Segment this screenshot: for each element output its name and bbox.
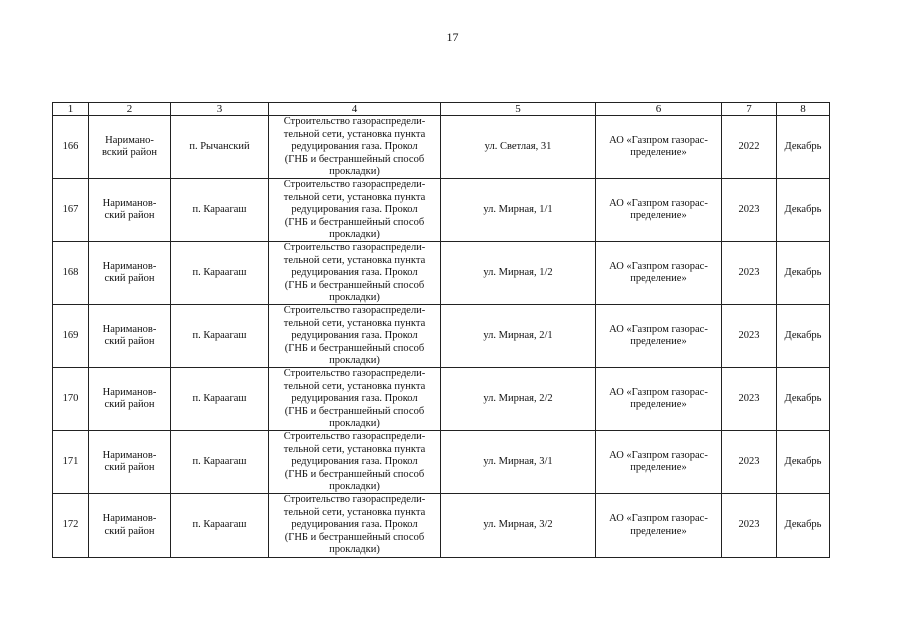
district-line: ский район: [104, 462, 155, 474]
operator-line: пределение»: [630, 336, 687, 348]
work-description-cell: [269, 305, 441, 368]
month-cell: Декабрь: [777, 368, 830, 431]
settlement-cell: п. Рычанский: [171, 116, 269, 179]
work-description-cell: [269, 116, 441, 179]
district-line: ский район: [104, 336, 155, 348]
table-row: [53, 242, 830, 305]
operator-cell: [596, 494, 722, 557]
address-cell: ул. Мирная, 2/1: [441, 305, 596, 368]
work-description-line: Строительство газораспредели-: [283, 179, 426, 191]
district-line: ский район: [104, 210, 155, 222]
settlement-cell: п. Караагаш: [171, 179, 269, 242]
operator-line: пределение»: [630, 210, 687, 222]
operator-line: АО «Газпром газорас-: [609, 450, 708, 462]
operator-line: АО «Газпром газорас-: [609, 261, 708, 273]
district-cell: [89, 116, 171, 179]
column-header-2: 2: [89, 103, 171, 116]
address-cell: ул. Светлая, 31: [441, 116, 596, 179]
year-cell: 2023: [722, 305, 777, 368]
work-description-line: редуцирования газа. Прокол: [291, 393, 418, 405]
settlement-cell: п. Караагаш: [171, 368, 269, 431]
address-cell: ул. Мирная, 1/1: [441, 179, 596, 242]
work-description-line: тельной сети, установка пункта: [283, 254, 426, 266]
year-cell: 2023: [722, 494, 777, 557]
month-cell: Декабрь: [777, 116, 830, 179]
work-description-line: редуцирования газа. Прокол: [291, 330, 418, 342]
month-cell: Декабрь: [777, 179, 830, 242]
work-description-line: (ГНБ и бестраншейный способ: [284, 531, 425, 543]
row-number-cell: 168: [53, 242, 89, 305]
year-cell: 2022: [722, 116, 777, 179]
column-header-1: 1: [53, 103, 89, 116]
column-header-5: 5: [441, 103, 596, 116]
work-description-line: тельной сети, установка пункта: [283, 380, 426, 392]
row-number-cell: 167: [53, 179, 89, 242]
address-cell: ул. Мирная, 3/1: [441, 431, 596, 494]
district-cell: [89, 179, 171, 242]
work-description-line: редуцирования газа. Прокол: [291, 204, 418, 216]
year-cell: 2023: [722, 179, 777, 242]
table-row: [53, 368, 830, 431]
table-row: [53, 179, 830, 242]
row-number-cell: 170: [53, 368, 89, 431]
column-header-7: 7: [722, 103, 777, 116]
district-line: Нариманов-: [102, 513, 157, 525]
work-description-cell: [269, 494, 441, 557]
year-cell: 2023: [722, 368, 777, 431]
work-description-line: (ГНБ и бестраншейный способ: [284, 279, 425, 291]
table-row: [53, 305, 830, 368]
work-description-line: прокладки): [329, 291, 380, 303]
year-cell: 2023: [722, 431, 777, 494]
work-description-line: (ГНБ и бестраншейный способ: [284, 216, 425, 228]
work-description-line: прокладки): [329, 418, 380, 430]
work-description-cell: [269, 368, 441, 431]
district-cell: [89, 242, 171, 305]
district-cell: [89, 368, 171, 431]
district-line: Нариманов-: [102, 324, 157, 336]
page-number: 17: [446, 30, 459, 44]
operator-line: АО «Газпром газорас-: [609, 135, 708, 147]
operator-line: пределение»: [630, 525, 687, 537]
column-header-4: 4: [269, 103, 441, 116]
address-cell: ул. Мирная, 3/2: [441, 494, 596, 557]
work-description-line: редуцирования газа. Прокол: [291, 141, 418, 153]
settlement-cell: п. Караагаш: [171, 305, 269, 368]
work-description-line: прокладки): [329, 165, 380, 177]
work-description-line: редуцирования газа. Прокол: [291, 456, 418, 468]
work-description-line: тельной сети, установка пункта: [283, 317, 426, 329]
work-description-line: тельной сети, установка пункта: [283, 191, 426, 203]
work-description-line: Строительство газораспредели-: [283, 431, 426, 443]
address-cell: ул. Мирная, 2/2: [441, 368, 596, 431]
operator-line: пределение»: [630, 462, 687, 474]
operator-line: пределение»: [630, 147, 687, 159]
district-line: вский район: [102, 147, 157, 159]
work-description-line: тельной сети, установка пункта: [283, 128, 426, 140]
month-cell: Декабрь: [777, 242, 830, 305]
row-number-cell: 169: [53, 305, 89, 368]
operator-cell: [596, 431, 722, 494]
address-cell: ул. Мирная, 1/2: [441, 242, 596, 305]
table-body: [53, 116, 830, 557]
operator-cell: [596, 242, 722, 305]
table-header: [53, 103, 830, 116]
operator-line: АО «Газпром газорас-: [609, 513, 708, 525]
district-cell: [89, 431, 171, 494]
table-row: [53, 431, 830, 494]
row-number-cell: 171: [53, 431, 89, 494]
operator-line: АО «Газпром газорас-: [609, 324, 708, 336]
month-cell: Декабрь: [777, 305, 830, 368]
row-number-cell: 172: [53, 494, 89, 557]
district-line: Нариманов-: [102, 261, 157, 273]
work-description-line: прокладки): [329, 481, 380, 493]
district-line: Нариманов-: [102, 198, 157, 210]
operator-line: пределение»: [630, 399, 687, 411]
table-row: [53, 494, 830, 557]
operator-cell: [596, 179, 722, 242]
row-number-cell: 166: [53, 116, 89, 179]
district-line: ский район: [104, 525, 155, 537]
district-line: ский район: [104, 399, 155, 411]
header-row: [53, 103, 830, 116]
month-cell: Декабрь: [777, 431, 830, 494]
district-cell: [89, 494, 171, 557]
month-cell: Декабрь: [777, 494, 830, 557]
operator-cell: [596, 368, 722, 431]
work-description-line: редуцирования газа. Прокол: [291, 519, 418, 531]
operator-line: пределение»: [630, 273, 687, 285]
work-description-line: (ГНБ и бестраншейный способ: [284, 342, 425, 354]
column-header-6: 6: [596, 103, 722, 116]
operator-cell: [596, 116, 722, 179]
work-description-line: Строительство газораспредели-: [283, 494, 426, 506]
work-description-cell: [269, 179, 441, 242]
operator-line: АО «Газпром газорас-: [609, 387, 708, 399]
work-description-cell: [269, 242, 441, 305]
work-description-cell: [269, 431, 441, 494]
work-description-line: Строительство газораспредели-: [283, 116, 426, 128]
district-line: Нариманов-: [102, 387, 157, 399]
column-header-8: 8: [777, 103, 830, 116]
operator-line: АО «Газпром газорас-: [609, 198, 708, 210]
work-description-line: Строительство газораспредели-: [283, 242, 426, 254]
operator-cell: [596, 305, 722, 368]
work-description-line: (ГНБ и бестраншейный способ: [284, 153, 425, 165]
work-description-line: редуцирования газа. Прокол: [291, 267, 418, 279]
work-description-line: прокладки): [329, 228, 380, 240]
settlement-cell: п. Караагаш: [171, 494, 269, 557]
work-description-line: Строительство газораспредели-: [283, 368, 426, 380]
work-description-line: тельной сети, установка пункта: [283, 506, 426, 518]
work-description-line: (ГНБ и бестраншейный способ: [284, 405, 425, 417]
work-description-line: Строительство газораспредели-: [283, 305, 426, 317]
settlement-cell: п. Караагаш: [171, 242, 269, 305]
work-description-line: (ГНБ и бестраншейный способ: [284, 468, 425, 480]
work-description-line: прокладки): [329, 544, 380, 556]
works-table: [52, 102, 830, 558]
table-row: [53, 116, 830, 179]
district-cell: [89, 305, 171, 368]
settlement-cell: п. Караагаш: [171, 431, 269, 494]
column-header-3: 3: [171, 103, 269, 116]
district-line: ский район: [104, 273, 155, 285]
work-description-line: прокладки): [329, 355, 380, 367]
district-line: Нариманов-: [102, 450, 157, 462]
district-line: Наримано-: [105, 135, 154, 147]
year-cell: 2023: [722, 242, 777, 305]
work-description-line: тельной сети, установка пункта: [283, 443, 426, 455]
